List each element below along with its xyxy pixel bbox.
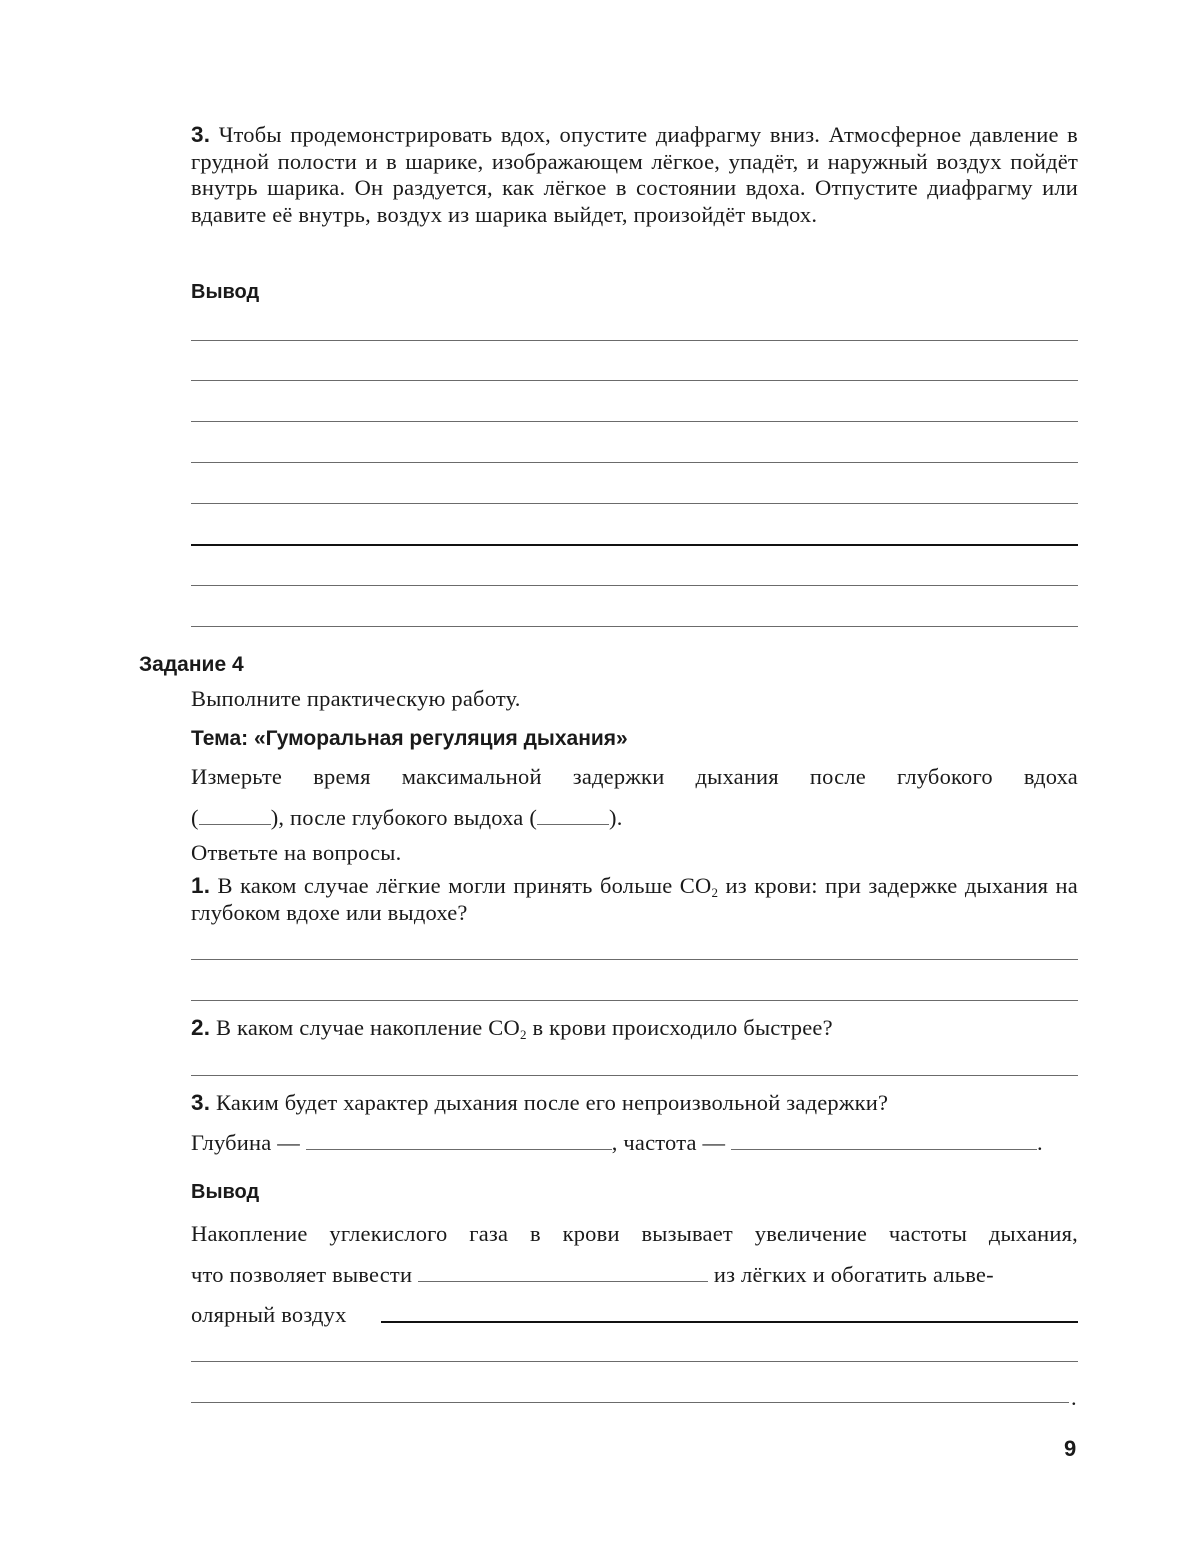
measure-text-line1: Измерьте время максимальной задержки дыхания после глубокого вдоха [191,764,1078,789]
depth-frequency-line [191,1130,1091,1156]
question-number: 3. [191,1090,211,1115]
answer-line[interactable] [191,1075,1078,1076]
question-text: в крови происходило быстрее? [526,1015,833,1040]
question-text: В каком случае лёгкие могли принять больше CO [217,873,712,898]
subscript: 2 [519,1027,527,1042]
depth-blank[interactable] [306,1148,612,1150]
exhale-time-blank[interactable] [537,823,609,825]
answer-line[interactable] [191,340,1078,341]
measure-blanks [191,805,623,831]
measure-mid-text: ), после глубокого выдоха ( [270,805,538,830]
conclusion-text: Накопление углекислого газа в крови вызывает увеличение частоты дыхания, [191,1221,1078,1246]
task-4-heading: Задание 4 [139,653,244,676]
answer-line[interactable] [191,544,1078,546]
question-1 [191,873,1078,926]
answer-line[interactable] [191,1000,1078,1001]
inhale-time-blank[interactable] [199,823,271,825]
question-3 [191,1090,1078,1117]
topic-label: Тема: [191,727,254,750]
conclusion-text: олярный воздух [191,1302,347,1327]
task-instruction: Выполните практическую работу. [191,686,521,711]
conclusion-blank-2[interactable] [381,1321,1078,1323]
answer-line[interactable] [191,1402,1069,1403]
period: . [1037,1130,1043,1155]
question-text: Каким будет характер дыхания после его непроизвольной задержки? [216,1090,889,1115]
question-number: 1. [191,873,211,898]
conclusion-heading: Вывод [191,1181,260,1203]
task-topic [191,726,628,751]
conclusion-text: из лёгких и обогатить альве- [708,1262,994,1287]
answer-line[interactable] [191,462,1078,463]
conclusion-blank-1[interactable] [418,1280,708,1282]
subscript: 2 [711,885,719,900]
conclusion-text: что позволяет вывести [191,1262,419,1287]
paren-open: ( [191,805,199,830]
answer-line[interactable] [191,380,1078,381]
conclusion-line-2 [191,1262,1091,1288]
conclusion-heading: Вывод [191,281,260,303]
answer-line[interactable] [191,1361,1078,1362]
answer-prompt: Ответьте на вопросы. [191,840,402,865]
answer-line[interactable] [191,626,1078,627]
page-number: 9 [1064,1436,1077,1461]
answer-line[interactable] [191,585,1078,586]
frequency-blank[interactable] [731,1148,1037,1150]
question-text: из крови: при задержке дыхания на глубоком вдохе или выдохе? [191,873,1078,925]
paren-close: ). [609,805,623,830]
answer-line[interactable] [191,959,1078,960]
question-2 [191,1015,1078,1042]
frequency-label: , частота — [611,1130,732,1155]
period: . [1071,1385,1077,1410]
step-number: 3. [191,122,211,147]
answer-line[interactable] [191,503,1078,504]
step-3-paragraph [191,122,1078,228]
conclusion-line-3 [191,1302,1091,1328]
answer-line[interactable] [191,421,1078,422]
conclusion-line-1 [191,1221,1078,1248]
depth-label: Глубина — [191,1130,306,1155]
question-number: 2. [191,1015,211,1040]
topic-title: «Гуморальная регуляция дыхания» [253,727,628,750]
question-text: В каком случае накопление CO [216,1015,520,1040]
measure-text [191,764,1078,791]
step-3-text: Чтобы продемонстрировать вдох, опустите диафрагму вниз. Атмосферное давление в грудной полости и в шарике, изображающем лёгкое, упадёт, и наружный воздух пойдёт внутрь шарика. Он раздуется, как лёгкое в состоянии вдоха. Отпустите диафрагму или вдавите её внутрь, воздух из шарика выйдет, произойдёт выдох. [191,122,1078,227]
